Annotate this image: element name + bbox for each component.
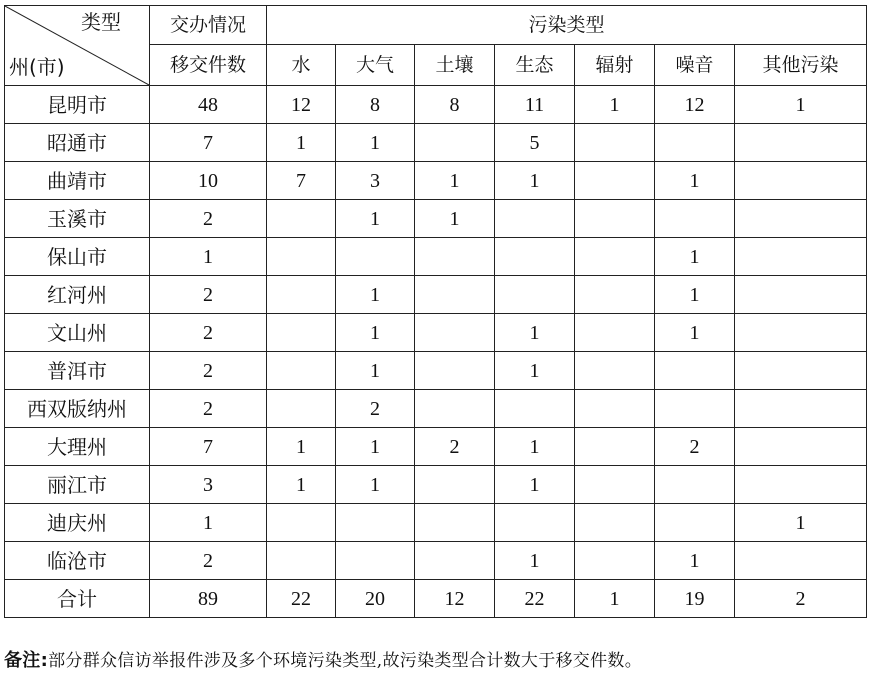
table-row	[5, 86, 867, 124]
cell-radiation	[575, 162, 655, 200]
cell-city: 合计	[5, 580, 150, 618]
footnote-text: 部分群众信访举报件涉及多个环境污染类型,故污染类型合计数大于移交件数。	[48, 651, 643, 671]
cell-noise: 2	[655, 428, 735, 466]
cell-noise	[655, 124, 735, 162]
cell-radiation	[575, 428, 655, 466]
cell-count: 2	[150, 390, 267, 428]
cell-city: 昭通市	[5, 124, 150, 162]
cell-radiation	[575, 352, 655, 390]
cell-radiation	[575, 314, 655, 352]
cell-noise: 1	[655, 542, 735, 580]
cell-count: 1	[150, 504, 267, 542]
cell-other	[735, 466, 867, 504]
cell-radiation	[575, 466, 655, 504]
cell-soil	[415, 352, 495, 390]
cell-water	[267, 276, 336, 314]
cell-other	[735, 276, 867, 314]
cell-soil: 1	[415, 200, 495, 238]
cell-count: 2	[150, 542, 267, 580]
cell-city: 玉溪市	[5, 200, 150, 238]
cell-water	[267, 390, 336, 428]
cell-air: 20	[336, 580, 415, 618]
cell-air: 1	[336, 352, 415, 390]
cell-noise: 1	[655, 238, 735, 276]
cell-water: 12	[267, 86, 336, 124]
cell-air: 1	[336, 428, 415, 466]
cell-eco: 1	[495, 162, 575, 200]
cell-eco	[495, 238, 575, 276]
footnote	[4, 646, 642, 672]
cell-count: 10	[150, 162, 267, 200]
cell-radiation: 1	[575, 86, 655, 124]
cell-noise: 1	[655, 314, 735, 352]
pollution-table	[4, 5, 867, 618]
table-row	[5, 352, 867, 390]
cell-soil: 12	[415, 580, 495, 618]
cell-water	[267, 200, 336, 238]
cell-count: 7	[150, 428, 267, 466]
cell-noise: 19	[655, 580, 735, 618]
cell-city: 丽江市	[5, 466, 150, 504]
cell-air	[336, 238, 415, 276]
cell-soil	[415, 124, 495, 162]
cell-eco	[495, 276, 575, 314]
cell-soil: 1	[415, 162, 495, 200]
cell-count: 2	[150, 352, 267, 390]
table-row	[5, 162, 867, 200]
table-row	[5, 466, 867, 504]
cell-air: 1	[336, 314, 415, 352]
cell-other: 1	[735, 86, 867, 124]
cell-radiation	[575, 390, 655, 428]
cell-soil: 8	[415, 86, 495, 124]
cell-eco: 1	[495, 428, 575, 466]
cell-noise: 1	[655, 162, 735, 200]
cell-count: 2	[150, 314, 267, 352]
cell-other	[735, 314, 867, 352]
type-header-radiation: 辐射	[575, 45, 655, 86]
cell-eco: 1	[495, 314, 575, 352]
cell-water: 1	[267, 428, 336, 466]
cell-soil	[415, 466, 495, 504]
cell-city: 西双版纳州	[5, 390, 150, 428]
cell-eco: 1	[495, 542, 575, 580]
cell-city: 迪庆州	[5, 504, 150, 542]
cell-eco	[495, 504, 575, 542]
cell-city: 普洱市	[5, 352, 150, 390]
corner-label-region: 州(市)	[9, 55, 65, 79]
cell-count: 2	[150, 276, 267, 314]
cell-water: 22	[267, 580, 336, 618]
table-body	[5, 6, 867, 618]
cell-water	[267, 238, 336, 276]
cell-noise	[655, 466, 735, 504]
cell-eco	[495, 390, 575, 428]
cell-noise	[655, 352, 735, 390]
cell-count: 3	[150, 466, 267, 504]
cell-eco	[495, 200, 575, 238]
cell-noise: 1	[655, 276, 735, 314]
cell-other	[735, 542, 867, 580]
table-row	[5, 314, 867, 352]
cell-radiation	[575, 504, 655, 542]
cell-water	[267, 352, 336, 390]
cell-water	[267, 542, 336, 580]
cell-radiation	[575, 276, 655, 314]
corner-label-type: 类型	[81, 10, 121, 34]
handover-group-header: 交办情况	[150, 6, 267, 45]
table-row	[5, 504, 867, 542]
cell-noise	[655, 504, 735, 542]
cell-radiation	[575, 542, 655, 580]
cell-other	[735, 390, 867, 428]
cell-radiation: 1	[575, 580, 655, 618]
type-header-water: 水	[267, 45, 336, 86]
cell-air	[336, 542, 415, 580]
cell-noise: 12	[655, 86, 735, 124]
cell-radiation	[575, 238, 655, 276]
type-header-soil: 土壤	[415, 45, 495, 86]
cell-air: 2	[336, 390, 415, 428]
cell-count: 89	[150, 580, 267, 618]
cell-city: 曲靖市	[5, 162, 150, 200]
table-row	[5, 390, 867, 428]
cell-soil	[415, 314, 495, 352]
cell-water: 7	[267, 162, 336, 200]
header-row-1	[5, 6, 867, 45]
table-row	[5, 276, 867, 314]
cell-noise	[655, 200, 735, 238]
cell-count: 1	[150, 238, 267, 276]
cell-air: 1	[336, 276, 415, 314]
cell-water: 1	[267, 466, 336, 504]
cell-air: 1	[336, 124, 415, 162]
cell-air: 8	[336, 86, 415, 124]
table-row	[5, 124, 867, 162]
cell-soil	[415, 276, 495, 314]
footnote-label: 备注:	[4, 650, 49, 671]
cell-city: 保山市	[5, 238, 150, 276]
pollution-group-header: 污染类型	[267, 6, 867, 45]
cell-city: 昆明市	[5, 86, 150, 124]
cell-eco: 1	[495, 466, 575, 504]
cell-city: 红河州	[5, 276, 150, 314]
table-row	[5, 428, 867, 466]
cell-air: 1	[336, 200, 415, 238]
cell-water	[267, 314, 336, 352]
cell-eco: 22	[495, 580, 575, 618]
type-header-noise: 噪音	[655, 45, 735, 86]
cell-other: 1	[735, 504, 867, 542]
cell-other	[735, 428, 867, 466]
cell-radiation	[575, 124, 655, 162]
cell-noise	[655, 390, 735, 428]
cell-other	[735, 124, 867, 162]
cell-soil	[415, 542, 495, 580]
cell-count: 2	[150, 200, 267, 238]
cell-water: 1	[267, 124, 336, 162]
cell-other	[735, 200, 867, 238]
total-row	[5, 580, 867, 618]
cell-eco: 1	[495, 352, 575, 390]
table-row	[5, 542, 867, 580]
cell-soil	[415, 390, 495, 428]
handover-count-header: 移交件数	[150, 45, 267, 86]
cell-eco: 5	[495, 124, 575, 162]
table-row	[5, 200, 867, 238]
cell-city: 文山州	[5, 314, 150, 352]
diagonal-corner-cell	[5, 6, 150, 86]
cell-water	[267, 504, 336, 542]
cell-city: 临沧市	[5, 542, 150, 580]
table-row	[5, 238, 867, 276]
cell-count: 48	[150, 86, 267, 124]
cell-air	[336, 504, 415, 542]
cell-other	[735, 352, 867, 390]
cell-other	[735, 238, 867, 276]
cell-city: 大理州	[5, 428, 150, 466]
cell-soil	[415, 504, 495, 542]
cell-eco: 11	[495, 86, 575, 124]
cell-air: 3	[336, 162, 415, 200]
cell-count: 7	[150, 124, 267, 162]
cell-soil	[415, 238, 495, 276]
cell-other	[735, 162, 867, 200]
type-header-eco: 生态	[495, 45, 575, 86]
cell-radiation	[575, 200, 655, 238]
cell-air: 1	[336, 466, 415, 504]
type-header-other: 其他污染	[735, 45, 867, 86]
type-header-air: 大气	[336, 45, 415, 86]
cell-other: 2	[735, 580, 867, 618]
cell-soil: 2	[415, 428, 495, 466]
